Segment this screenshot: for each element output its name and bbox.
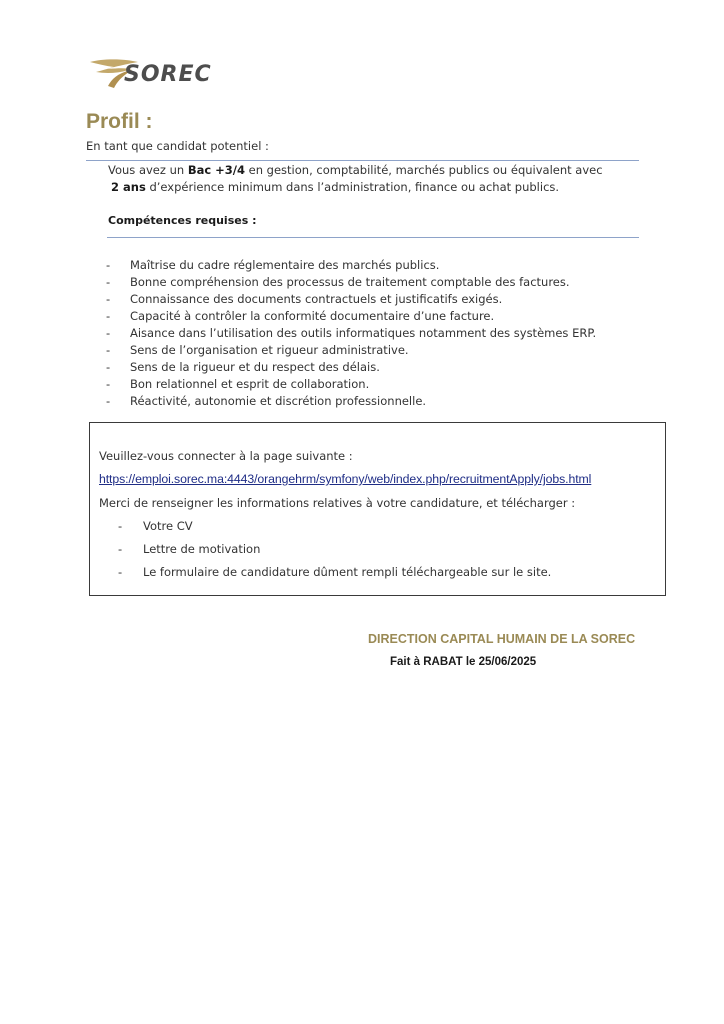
requirements-line-1: Vous avez un Bac +3/4 en gestion, comptabilité, marchés publics ou équivalent avec xyxy=(108,163,603,177)
experience-years: 2 ans xyxy=(111,180,146,194)
requirements-paragraph xyxy=(108,162,628,196)
intro-text: En tant que candidat potentiel : xyxy=(86,139,269,153)
sorec-logo xyxy=(88,56,248,94)
degree-level: Bac +3/4 xyxy=(187,163,245,177)
application-link[interactable]: https://emploi.sorec.ma:4443/orangehrm/symfony/web/index.php/recruitmentApply/jobs.html xyxy=(99,472,592,486)
upload-instruction: Merci de renseigner les informations relatives à votre candidature, et télécharger : xyxy=(99,496,576,510)
divider xyxy=(107,237,639,238)
logo-text: SOREC xyxy=(124,62,212,87)
divider xyxy=(86,160,639,161)
section-title: Profil : xyxy=(86,110,153,133)
connect-instruction: Veuillez-vous connecter à la page suivante : xyxy=(99,449,353,463)
direction-signature: DIRECTION CAPITAL HUMAIN DE LA SOREC xyxy=(368,632,636,646)
date-place: Fait à RABAT le 25/06/2025 xyxy=(390,656,537,668)
competences-title: Compétences requises : xyxy=(108,214,257,227)
requirements-line-2: 2 ans d’expérience minimum dans l’administration, finance ou achat publics. xyxy=(111,180,560,194)
